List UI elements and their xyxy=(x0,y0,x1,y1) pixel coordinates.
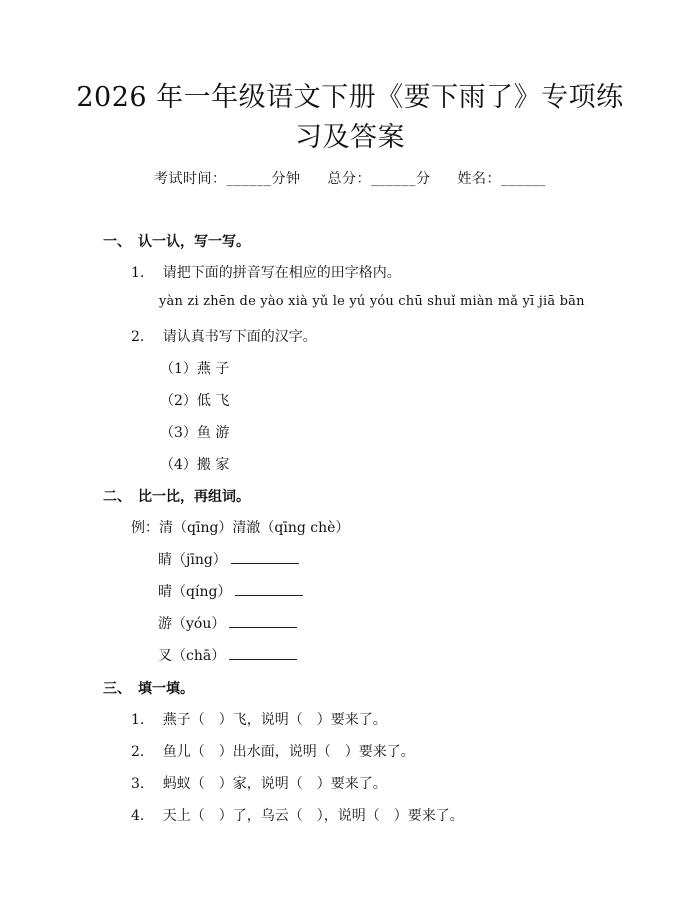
compare-item-3-label: 游（yóu） xyxy=(158,616,226,632)
section-3-heading: 三、 填一填。 xyxy=(103,681,194,697)
word-item-1: （1）燕 子 xyxy=(160,361,230,377)
compare-item-1-label: 睛（jīng） xyxy=(158,552,227,568)
word-item-3: （3）鱼 游 xyxy=(160,425,230,441)
word-item-4: （4）搬 家 xyxy=(160,457,230,473)
total-score: 总分：______分 xyxy=(327,171,431,187)
compare-item-3 xyxy=(158,613,297,633)
title-line-2: 习及答案 xyxy=(295,122,405,153)
compare-item-1 xyxy=(158,549,299,569)
compare-item-4 xyxy=(158,645,297,665)
fill-item-1: 1. 燕子（ ）飞，说明（ ）要来了。 xyxy=(131,712,387,728)
fill-item-4: 4. 天上（ ）了，乌云（ ），说明（ ）要来了。 xyxy=(131,808,464,824)
exam-time: 考试时间：______分钟 xyxy=(154,171,301,187)
section-1-heading: 一、 认一认，写一写。 xyxy=(103,234,250,250)
student-name: 姓名：______ xyxy=(457,171,546,187)
answer-blank[interactable] xyxy=(231,551,299,564)
answer-blank[interactable] xyxy=(235,583,303,596)
compare-item-2 xyxy=(158,581,303,601)
exam-meta xyxy=(0,168,700,188)
example-line: 例：清（qīng）清澈（qīng chè） xyxy=(131,520,350,536)
title-line-1: 2026 年一年级语文下册《要下雨了》专项练 xyxy=(76,82,624,113)
page-title xyxy=(60,78,640,158)
compare-item-4-label: 叉（chā） xyxy=(158,648,226,664)
section-1-question-1: 1. 请把下面的拼音写在相应的田字格内。 xyxy=(131,265,401,281)
fill-item-2: 2. 鱼儿（ ）出水面，说明（ ）要来了。 xyxy=(131,744,415,760)
pinyin-line: yàn zi zhēn de yào xià yǔ le yú yóu chū shuǐ miàn mǎ yī jiā bān xyxy=(159,294,585,309)
fill-item-3: 3. 蚂蚁（ ）家，说明（ ）要来了。 xyxy=(131,776,387,792)
answer-blank[interactable] xyxy=(229,615,297,628)
compare-item-2-label: 晴（qíng） xyxy=(158,584,232,600)
section-1-question-2: 2. 请认真书写下面的汉字。 xyxy=(131,329,317,345)
word-item-2: （2）低 飞 xyxy=(160,393,230,409)
section-2-heading: 二、 比一比，再组词。 xyxy=(103,489,250,505)
answer-blank[interactable] xyxy=(229,647,297,660)
